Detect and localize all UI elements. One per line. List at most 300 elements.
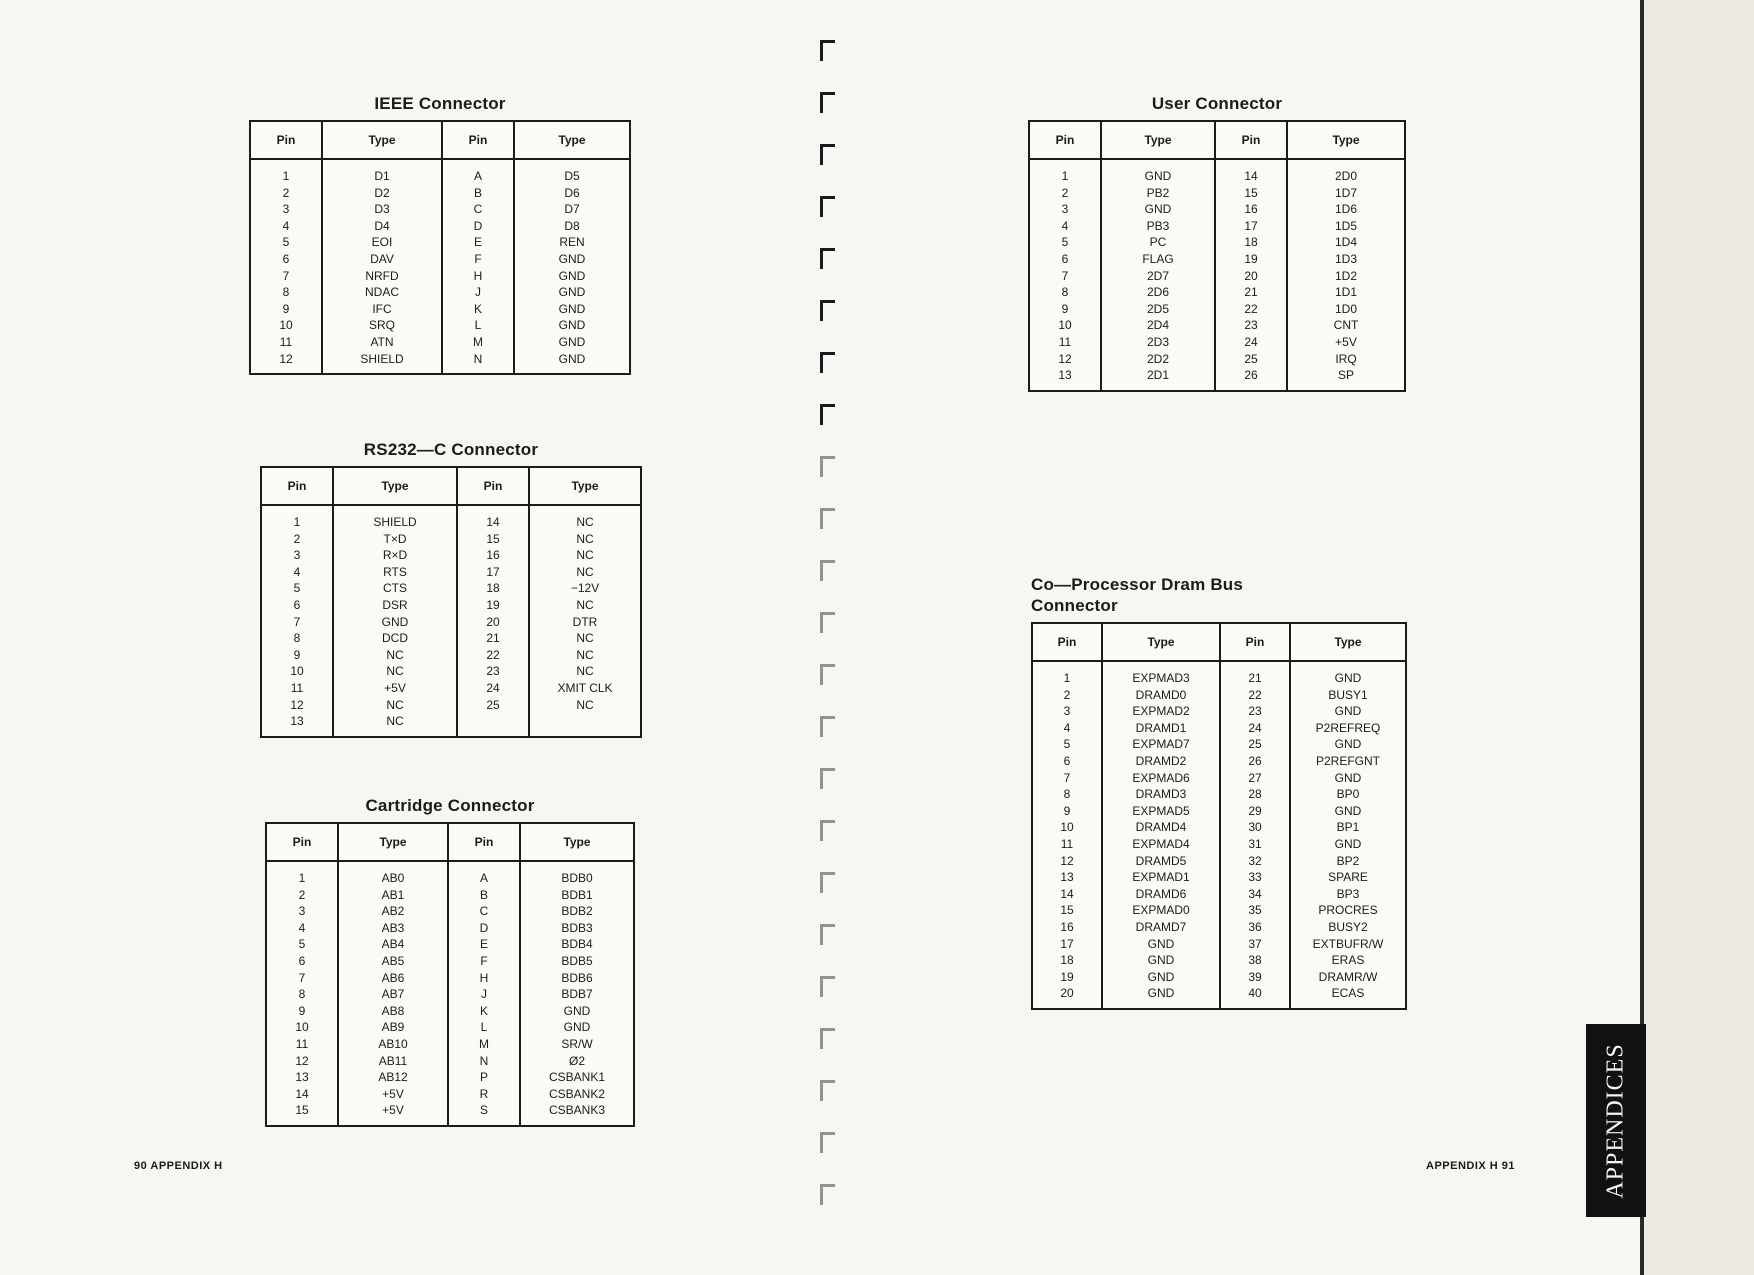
table-row bbox=[1029, 268, 1405, 285]
column-header: Type bbox=[322, 121, 442, 159]
type-cell: BDB1 bbox=[520, 887, 634, 904]
type-cell: 2D7 bbox=[1101, 268, 1215, 285]
pin-cell: 39 bbox=[1220, 969, 1290, 986]
type-cell: ECAS bbox=[1290, 985, 1406, 1009]
pin-cell: 21 bbox=[457, 630, 529, 647]
table-row bbox=[250, 159, 630, 185]
type-cell: NC bbox=[529, 531, 641, 548]
column-header: Pin bbox=[1032, 623, 1102, 661]
table-row bbox=[261, 713, 641, 737]
type-cell: 1D3 bbox=[1287, 251, 1405, 268]
table-row bbox=[266, 1069, 634, 1086]
table-row bbox=[261, 614, 641, 631]
pin-cell: B bbox=[442, 185, 514, 202]
table-row bbox=[1029, 367, 1405, 391]
footer-right-page-number: APPENDIX H 91 bbox=[1426, 1160, 1516, 1172]
cartridge-connector-title: Cartridge Connector bbox=[365, 796, 535, 815]
type-cell: CTS bbox=[333, 580, 457, 597]
type-cell: +5V bbox=[1287, 334, 1405, 351]
type-cell: NC bbox=[529, 697, 641, 714]
spiral-hook bbox=[820, 352, 835, 373]
pin-cell: 12 bbox=[295, 1053, 309, 1068]
type-cell: GND bbox=[520, 1003, 634, 1020]
type-cell: NC bbox=[529, 647, 641, 664]
pin-cell: C bbox=[442, 201, 514, 218]
type-cell: GND bbox=[1102, 936, 1220, 953]
pin-cell: 10 bbox=[1058, 318, 1072, 333]
table-row bbox=[1029, 218, 1405, 235]
type-cell: GND bbox=[1290, 703, 1406, 720]
spiral-hook bbox=[820, 248, 835, 269]
type-cell: D4 bbox=[322, 218, 442, 235]
pin-cell: 5 bbox=[298, 937, 306, 952]
pin-cell: 19 bbox=[457, 597, 529, 614]
rs232-connector-title: RS232—C Connector bbox=[363, 440, 539, 459]
pin-cell: 15 bbox=[1215, 185, 1287, 202]
pin-cell: 28 bbox=[1220, 786, 1290, 803]
pin-cell: 23 bbox=[1215, 317, 1287, 334]
pin-cell: 11 bbox=[1058, 334, 1072, 349]
type-cell: Ø2 bbox=[520, 1053, 634, 1070]
table-row bbox=[1032, 687, 1406, 704]
spiral-hook bbox=[820, 92, 835, 113]
type-cell: IRQ bbox=[1287, 351, 1405, 368]
type-cell: 1D6 bbox=[1287, 201, 1405, 218]
pin-cell: 4 bbox=[1061, 218, 1069, 233]
type-cell: ATN bbox=[322, 334, 442, 351]
type-cell: AB12 bbox=[338, 1069, 448, 1086]
table-row bbox=[1029, 159, 1405, 185]
type-cell: GND bbox=[514, 351, 630, 375]
column-header: Type bbox=[1290, 623, 1406, 661]
pin-cell: 20 bbox=[457, 614, 529, 631]
type-cell: EXPMAD7 bbox=[1102, 736, 1220, 753]
pin-cell: 21 bbox=[1220, 661, 1290, 687]
type-cell: DRAMR/W bbox=[1290, 969, 1406, 986]
type-cell: 1D2 bbox=[1287, 268, 1405, 285]
pin-cell: 24 bbox=[1215, 334, 1287, 351]
column-header: Type bbox=[1101, 121, 1215, 159]
table-row bbox=[1032, 836, 1406, 853]
pin-cell: 3 bbox=[293, 548, 301, 563]
table-row bbox=[1032, 853, 1406, 870]
type-cell: +5V bbox=[333, 680, 457, 697]
pin-cell: 6 bbox=[293, 597, 301, 612]
table-row bbox=[1029, 201, 1405, 218]
type-cell: T×D bbox=[333, 531, 457, 548]
pin-cell: F bbox=[448, 953, 520, 970]
type-cell: 2D0 bbox=[1287, 159, 1405, 185]
table-row bbox=[250, 317, 630, 334]
pin-cell: 25 bbox=[1220, 736, 1290, 753]
table-row bbox=[266, 1086, 634, 1103]
spiral-hook bbox=[820, 612, 835, 633]
type-cell: GND bbox=[514, 251, 630, 268]
type-cell: D6 bbox=[514, 185, 630, 202]
type-cell: 1D4 bbox=[1287, 234, 1405, 251]
type-cell: SHIELD bbox=[322, 351, 442, 375]
pin-cell: 12 bbox=[290, 697, 304, 712]
type-cell: GND bbox=[1102, 985, 1220, 1009]
spiral-hook bbox=[820, 300, 835, 321]
pin-cell: R bbox=[448, 1086, 520, 1103]
pin-cell: 10 bbox=[1060, 820, 1074, 835]
pin-cell: 4 bbox=[1063, 720, 1071, 735]
pin-cell: 29 bbox=[1220, 803, 1290, 820]
pin-cell: A bbox=[442, 159, 514, 185]
type-cell: NDAC bbox=[322, 284, 442, 301]
table-row bbox=[261, 564, 641, 581]
pin-cell: 14 bbox=[1215, 159, 1287, 185]
table-row bbox=[266, 861, 634, 887]
spiral-binding bbox=[820, 40, 844, 1220]
pin-cell: 16 bbox=[1215, 201, 1287, 218]
pin-cell: 26 bbox=[1220, 753, 1290, 770]
table-row bbox=[1032, 869, 1406, 886]
type-cell: DRAMD2 bbox=[1102, 753, 1220, 770]
spiral-hook bbox=[820, 1080, 835, 1101]
pin-cell: 18 bbox=[457, 580, 529, 597]
pin-cell: 11 bbox=[290, 680, 304, 695]
pin-cell: 7 bbox=[282, 268, 290, 283]
type-cell: 1D5 bbox=[1287, 218, 1405, 235]
type-cell: GND bbox=[1290, 770, 1406, 787]
pin-cell: 16 bbox=[1060, 919, 1074, 934]
pin-cell: 13 bbox=[295, 1070, 309, 1085]
column-header: Pin bbox=[261, 467, 333, 505]
table-row bbox=[266, 920, 634, 937]
table-row bbox=[250, 351, 630, 375]
table-row bbox=[261, 680, 641, 697]
column-header: Type bbox=[338, 823, 448, 861]
table-row bbox=[1032, 969, 1406, 986]
appendices-side-tab bbox=[1586, 1024, 1646, 1217]
type-cell: BDB3 bbox=[520, 920, 634, 937]
type-cell: BUSY2 bbox=[1290, 919, 1406, 936]
type-cell: P2REFREQ bbox=[1290, 720, 1406, 737]
pin-cell: 7 bbox=[293, 614, 301, 629]
pin-cell: 24 bbox=[457, 680, 529, 697]
type-cell: AB7 bbox=[338, 986, 448, 1003]
column-header: Pin bbox=[448, 823, 520, 861]
pin-cell: D bbox=[442, 218, 514, 235]
type-cell: GND bbox=[1290, 661, 1406, 687]
spiral-hook bbox=[820, 924, 835, 945]
type-cell: PB3 bbox=[1101, 218, 1215, 235]
coprocessor-connector-section bbox=[1031, 574, 1407, 1010]
type-cell: GND bbox=[514, 301, 630, 318]
table-row bbox=[1029, 334, 1405, 351]
column-header: Pin bbox=[457, 467, 529, 505]
column-header: Type bbox=[1102, 623, 1220, 661]
type-cell: NC bbox=[333, 647, 457, 664]
type-cell: DRAMD5 bbox=[1102, 853, 1220, 870]
pin-cell: 10 bbox=[295, 1020, 309, 1035]
pin-cell: 11 bbox=[279, 334, 293, 349]
table-row bbox=[1029, 351, 1405, 368]
ieee-connector-title: IEEE Connector bbox=[374, 94, 506, 113]
spiral-hook bbox=[820, 144, 835, 165]
type-cell: BDB6 bbox=[520, 970, 634, 987]
type-cell: D1 bbox=[322, 159, 442, 185]
type-cell: EXPMAD2 bbox=[1102, 703, 1220, 720]
table-row bbox=[266, 887, 634, 904]
pin-cell: 19 bbox=[1215, 251, 1287, 268]
type-cell: D7 bbox=[514, 201, 630, 218]
table-row bbox=[266, 986, 634, 1003]
type-cell: GND bbox=[1101, 159, 1215, 185]
type-cell: GND bbox=[1290, 803, 1406, 820]
type-cell: SP bbox=[1287, 367, 1405, 391]
pin-cell: D bbox=[448, 920, 520, 937]
type-cell: CNT bbox=[1287, 317, 1405, 334]
pin-cell: 14 bbox=[1060, 886, 1074, 901]
pin-cell: 3 bbox=[1063, 704, 1071, 719]
pin-cell: 7 bbox=[1061, 268, 1069, 283]
type-cell: AB3 bbox=[338, 920, 448, 937]
type-cell: CSBANK1 bbox=[520, 1069, 634, 1086]
type-cell: GND bbox=[1290, 836, 1406, 853]
pin-cell: 25 bbox=[1215, 351, 1287, 368]
pin-cell: 11 bbox=[295, 1036, 309, 1051]
pin-cell: N bbox=[442, 351, 514, 375]
pin-cell: B bbox=[448, 887, 520, 904]
pin-cell: 5 bbox=[293, 581, 301, 596]
table-row bbox=[266, 953, 634, 970]
type-cell: GND bbox=[1102, 952, 1220, 969]
table-row bbox=[250, 284, 630, 301]
type-cell: D3 bbox=[322, 201, 442, 218]
type-cell: DRAMD1 bbox=[1102, 720, 1220, 737]
type-cell: +5V bbox=[338, 1102, 448, 1126]
spiral-hook bbox=[820, 508, 835, 529]
pin-cell: 34 bbox=[1220, 886, 1290, 903]
type-cell: AB9 bbox=[338, 1019, 448, 1036]
pin-cell: 14 bbox=[295, 1086, 309, 1101]
type-cell: NC bbox=[529, 547, 641, 564]
pin-cell: 2 bbox=[293, 531, 301, 546]
pin-cell: M bbox=[448, 1036, 520, 1053]
pin-cell: 9 bbox=[282, 301, 290, 316]
type-cell: 2D1 bbox=[1101, 367, 1215, 391]
type-cell: GND bbox=[520, 1019, 634, 1036]
table-row bbox=[1032, 902, 1406, 919]
type-cell: GND bbox=[514, 268, 630, 285]
type-cell: EXPMAD5 bbox=[1102, 803, 1220, 820]
type-cell: DRAMD3 bbox=[1102, 786, 1220, 803]
appendices-tab-label: APPENDICES bbox=[1602, 1042, 1629, 1199]
type-cell: +5V bbox=[338, 1086, 448, 1103]
pin-cell: 33 bbox=[1220, 869, 1290, 886]
table-row bbox=[1029, 301, 1405, 318]
pin-cell: 2 bbox=[1063, 687, 1071, 702]
user-connector-section bbox=[1028, 94, 1406, 392]
pin-cell: 10 bbox=[290, 664, 304, 679]
pin-cell: 17 bbox=[1060, 936, 1074, 951]
table-row bbox=[1032, 803, 1406, 820]
table-row bbox=[261, 580, 641, 597]
pin-cell: 15 bbox=[295, 1103, 309, 1118]
pin-cell: 3 bbox=[282, 202, 290, 217]
type-cell: NC bbox=[529, 630, 641, 647]
type-cell: 2D2 bbox=[1101, 351, 1215, 368]
column-header: Type bbox=[514, 121, 630, 159]
pin-cell: F bbox=[442, 251, 514, 268]
type-cell: EXTBUFR/W bbox=[1290, 936, 1406, 953]
type-cell: D2 bbox=[322, 185, 442, 202]
column-header: Pin bbox=[1029, 121, 1101, 159]
pin-cell: 4 bbox=[298, 920, 306, 935]
table-row bbox=[1029, 234, 1405, 251]
pin-cell: J bbox=[442, 284, 514, 301]
spiral-hook bbox=[820, 820, 835, 841]
table-row bbox=[1032, 819, 1406, 836]
table-row bbox=[1032, 661, 1406, 687]
pin-cell: C bbox=[448, 903, 520, 920]
type-cell: NC bbox=[529, 597, 641, 614]
type-cell: DRAMD4 bbox=[1102, 819, 1220, 836]
type-cell: GND bbox=[1102, 969, 1220, 986]
spiral-hook bbox=[820, 1132, 835, 1153]
table-row bbox=[266, 970, 634, 987]
type-cell: BP0 bbox=[1290, 786, 1406, 803]
type-cell: 2D6 bbox=[1101, 284, 1215, 301]
table-row bbox=[266, 1053, 634, 1070]
table-row bbox=[1032, 985, 1406, 1009]
type-cell: BP2 bbox=[1290, 853, 1406, 870]
type-cell: EOI bbox=[322, 234, 442, 251]
type-cell: GND bbox=[1101, 201, 1215, 218]
pin-cell: 19 bbox=[1060, 969, 1074, 984]
column-header: Pin bbox=[1220, 623, 1290, 661]
table-row bbox=[1032, 720, 1406, 737]
table-row bbox=[1032, 919, 1406, 936]
pin-cell: 8 bbox=[282, 285, 290, 300]
type-cell: EXPMAD3 bbox=[1102, 661, 1220, 687]
pin-cell: 30 bbox=[1220, 819, 1290, 836]
user-pin-table bbox=[1028, 120, 1406, 392]
user-connector-title: User Connector bbox=[1151, 94, 1283, 113]
type-cell: P2REFGNT bbox=[1290, 753, 1406, 770]
table-row bbox=[266, 1019, 634, 1036]
pin-cell: 22 bbox=[457, 647, 529, 664]
type-cell: DCD bbox=[333, 630, 457, 647]
type-cell: GND bbox=[333, 614, 457, 631]
table-row bbox=[1032, 936, 1406, 953]
type-cell: D8 bbox=[514, 218, 630, 235]
pin-cell: 5 bbox=[1061, 235, 1069, 250]
pin-cell: 10 bbox=[279, 318, 293, 333]
table-row bbox=[261, 597, 641, 614]
type-cell: BP3 bbox=[1290, 886, 1406, 903]
type-cell: NC bbox=[333, 713, 457, 737]
pin-cell: 13 bbox=[290, 714, 304, 729]
type-cell: 2D5 bbox=[1101, 301, 1215, 318]
type-cell: AB6 bbox=[338, 970, 448, 987]
pin-cell: 3 bbox=[1061, 202, 1069, 217]
pin-cell: N bbox=[448, 1053, 520, 1070]
footer-left-page-number: 90 APPENDIX H bbox=[134, 1160, 223, 1172]
pin-cell: 4 bbox=[293, 564, 301, 579]
type-cell: PROCRES bbox=[1290, 902, 1406, 919]
pin-cell: H bbox=[442, 268, 514, 285]
type-cell: FLAG bbox=[1101, 251, 1215, 268]
type-cell: AB2 bbox=[338, 903, 448, 920]
coprocessor-connector-title bbox=[1031, 574, 1407, 616]
pin-cell: 38 bbox=[1220, 952, 1290, 969]
pin-cell: 6 bbox=[298, 953, 306, 968]
ieee-pin-table bbox=[249, 120, 631, 375]
type-cell: 1D1 bbox=[1287, 284, 1405, 301]
spiral-hook bbox=[820, 1028, 835, 1049]
table-row bbox=[250, 301, 630, 318]
pin-cell: 1 bbox=[293, 515, 301, 529]
pin-cell: 8 bbox=[1061, 285, 1069, 300]
table-row bbox=[1032, 952, 1406, 969]
column-header: Type bbox=[529, 467, 641, 505]
rs232-pin-table bbox=[260, 466, 642, 738]
table-row bbox=[1032, 770, 1406, 787]
rs232-connector-section bbox=[260, 440, 642, 738]
pin-cell: 9 bbox=[1061, 301, 1069, 316]
pin-cell: 6 bbox=[1061, 251, 1069, 266]
pin-cell: 20 bbox=[1060, 986, 1074, 1001]
table-row bbox=[1032, 753, 1406, 770]
table-row bbox=[250, 234, 630, 251]
type-cell: CSBANK3 bbox=[520, 1102, 634, 1126]
column-header: Pin bbox=[442, 121, 514, 159]
table-row bbox=[266, 1102, 634, 1126]
type-cell: AB1 bbox=[338, 887, 448, 904]
pin-cell: 17 bbox=[1215, 218, 1287, 235]
pin-cell: 20 bbox=[1215, 268, 1287, 285]
pin-cell: 9 bbox=[298, 1003, 306, 1018]
pin-cell: 13 bbox=[1060, 870, 1074, 885]
table-row bbox=[266, 903, 634, 920]
table-row bbox=[1029, 317, 1405, 334]
pin-cell: 11 bbox=[1060, 836, 1074, 851]
pin-cell: 7 bbox=[1063, 770, 1071, 785]
type-cell: GND bbox=[514, 334, 630, 351]
pin-cell: H bbox=[448, 970, 520, 987]
pin-cell: E bbox=[442, 234, 514, 251]
spiral-hook bbox=[820, 664, 835, 685]
pin-cell: 23 bbox=[457, 663, 529, 680]
pin-cell: 15 bbox=[1060, 903, 1074, 918]
type-cell: NC bbox=[529, 663, 641, 680]
spiral-hook bbox=[820, 716, 835, 737]
type-cell: EXPMAD1 bbox=[1102, 869, 1220, 886]
type-cell: CSBANK2 bbox=[520, 1086, 634, 1103]
pin-cell: K bbox=[448, 1003, 520, 1020]
column-header: Type bbox=[1287, 121, 1405, 159]
type-cell: BDB4 bbox=[520, 936, 634, 953]
pin-cell: 14 bbox=[457, 505, 529, 531]
pin-cell: 9 bbox=[293, 647, 301, 662]
table-row bbox=[1032, 703, 1406, 720]
spiral-hook bbox=[820, 40, 835, 61]
table-row bbox=[261, 630, 641, 647]
type-cell: AB10 bbox=[338, 1036, 448, 1053]
pin-cell: 40 bbox=[1220, 985, 1290, 1009]
pin-cell: S bbox=[448, 1102, 520, 1126]
pin-cell: 12 bbox=[1060, 853, 1074, 868]
table-row bbox=[1029, 284, 1405, 301]
type-cell: DRAMD7 bbox=[1102, 919, 1220, 936]
type-cell: NC bbox=[529, 505, 641, 531]
cartridge-connector-section bbox=[265, 796, 635, 1127]
spiral-hook bbox=[820, 404, 835, 425]
